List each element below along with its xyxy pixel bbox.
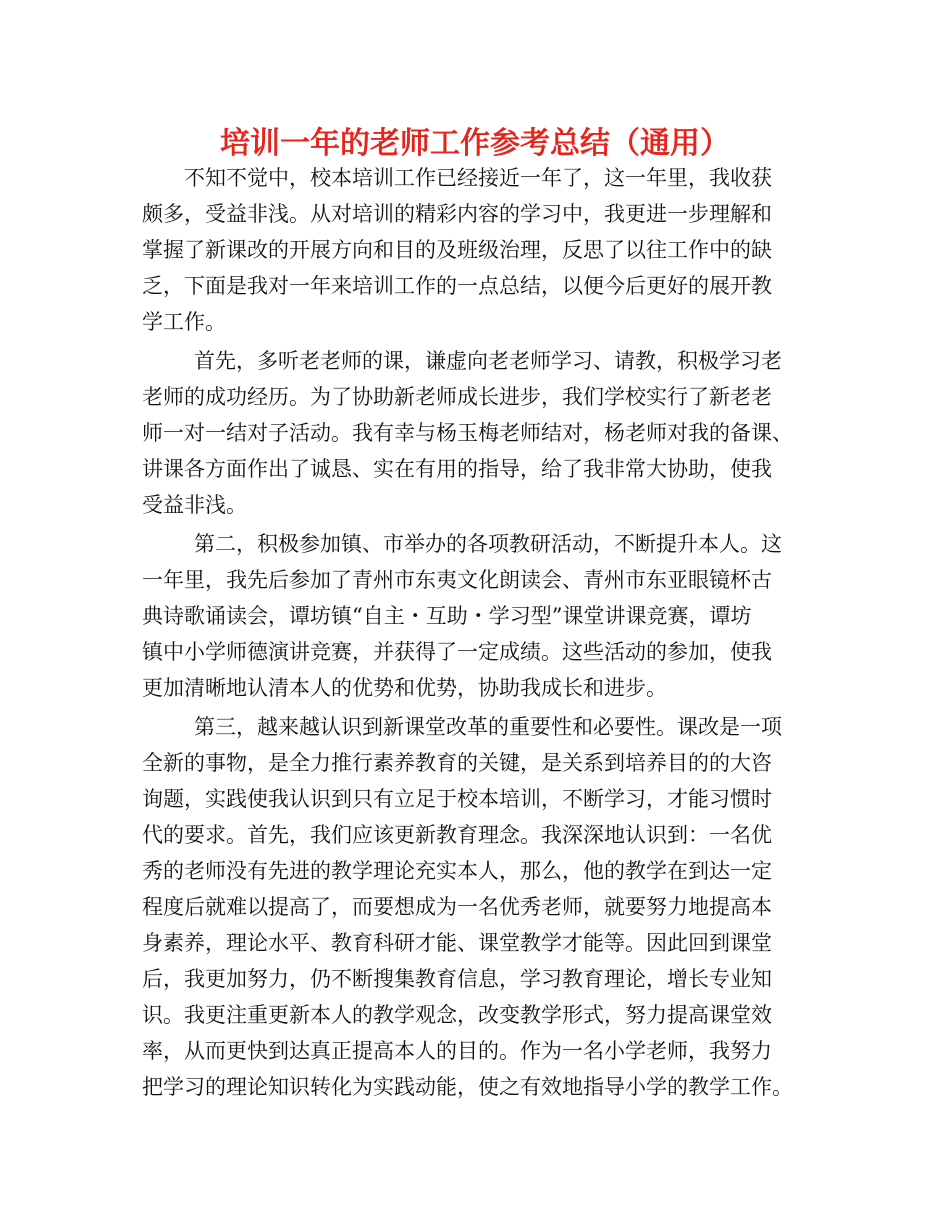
paragraph-line: 全新的事物，是全力推行素养教育的关键，是关系到培养目的的大咨 — [142, 751, 772, 775]
paragraph-line: 不知不觉中，校本培训工作已经接近一年了，这一年里，我收获 — [184, 166, 772, 190]
paragraph-2 — [142, 343, 812, 523]
paragraph-line: 掌握了新课改的开展方向和目的及班级治理，反思了以往工作中的缺 — [142, 238, 772, 262]
paragraph-line: 把学习的理论知识转化为实践动能，使之有效地指导小学的教学工作。 — [142, 1075, 793, 1099]
paragraph-line: 身素养，理论水平、教育科研才能、课堂教学才能等。因此回到课堂 — [142, 931, 772, 955]
paragraph-1 — [142, 160, 812, 340]
paragraph-line: 师一对一结对子活动。我有幸与杨玉梅老师结对，杨老师对我的备课、 — [142, 421, 793, 445]
paragraph-line: 更加清晰地认清本人的优势和优势，协助我成长和进步。 — [142, 676, 667, 700]
paragraph-line: 受益非浅。 — [142, 493, 247, 517]
paragraph-line: 后，我更加努力，仍不断搜集教育信息，学习教育理论，增长专业知 — [142, 967, 772, 991]
paragraph-line: 镇中小学师德演讲竞赛，并获得了一定成绩。这些活动的参加，使我 — [142, 640, 772, 664]
paragraph-line: 首先，多听老老师的课，谦虚向老老师学习、请教，积极学习老 — [194, 349, 782, 373]
document-body — [142, 160, 812, 1105]
paragraph-line: 识。我更注重更新本人的教学观念，改变教学形式，努力提高课堂效 — [142, 1003, 772, 1027]
paragraph-line: 率，从而更快到达真正提高本人的目的。作为一名小学老师，我努力 — [142, 1039, 772, 1063]
paragraph-line: 老师的成功经历。为了协助新老师成长进步，我们学校实行了新老老 — [142, 385, 772, 409]
paragraph-4 — [142, 709, 812, 1105]
paragraph-line: 第三，越来越认识到新课堂改革的重要性和必要性。课改是一项 — [194, 715, 782, 739]
paragraph-line: 典诗歌诵读会，谭坊镇“自主・互助・学习型”课堂讲课竞赛，谭坊 — [142, 604, 752, 628]
paragraph-line: 程度后就难以提高了，而要想成为一名优秀老师，就要努力地提高本 — [142, 895, 772, 919]
paragraph-line: 第二，积极参加镇、市举办的各项教研活动，不断提升本人。这 — [194, 532, 782, 556]
paragraph-line: 一年里，我先后参加了青州市东夷文化朗读会、青州市东亚眼镜杯古 — [142, 568, 772, 592]
paragraph-line: 学工作。 — [142, 310, 226, 334]
paragraph-3 — [142, 526, 812, 706]
paragraph-line: 颇多，受益非浅。从对培训的精彩内容的学习中，我更进一步理解和 — [142, 202, 772, 226]
paragraph-line: 询题，实践使我认识到只有立足于校本培训，不断学习，才能习惯时 — [142, 787, 772, 811]
paragraph-line: 代的要求。首先，我们应该更新教育理念。我深深地认识到：一名优 — [142, 823, 772, 847]
document-title: 培训一年的老师工作参考总结（通用） — [220, 126, 730, 161]
paragraph-line: 乏，下面是我对一年来培训工作的一点总结，以便今后更好的展开教 — [142, 274, 772, 298]
paragraph-line: 讲课各方面作出了诚恳、实在有用的指导，给了我非常大协助，使我 — [142, 457, 772, 481]
paragraph-line: 秀的老师没有先进的教学理论充实本人，那么，他的教学在到达一定 — [142, 859, 772, 883]
